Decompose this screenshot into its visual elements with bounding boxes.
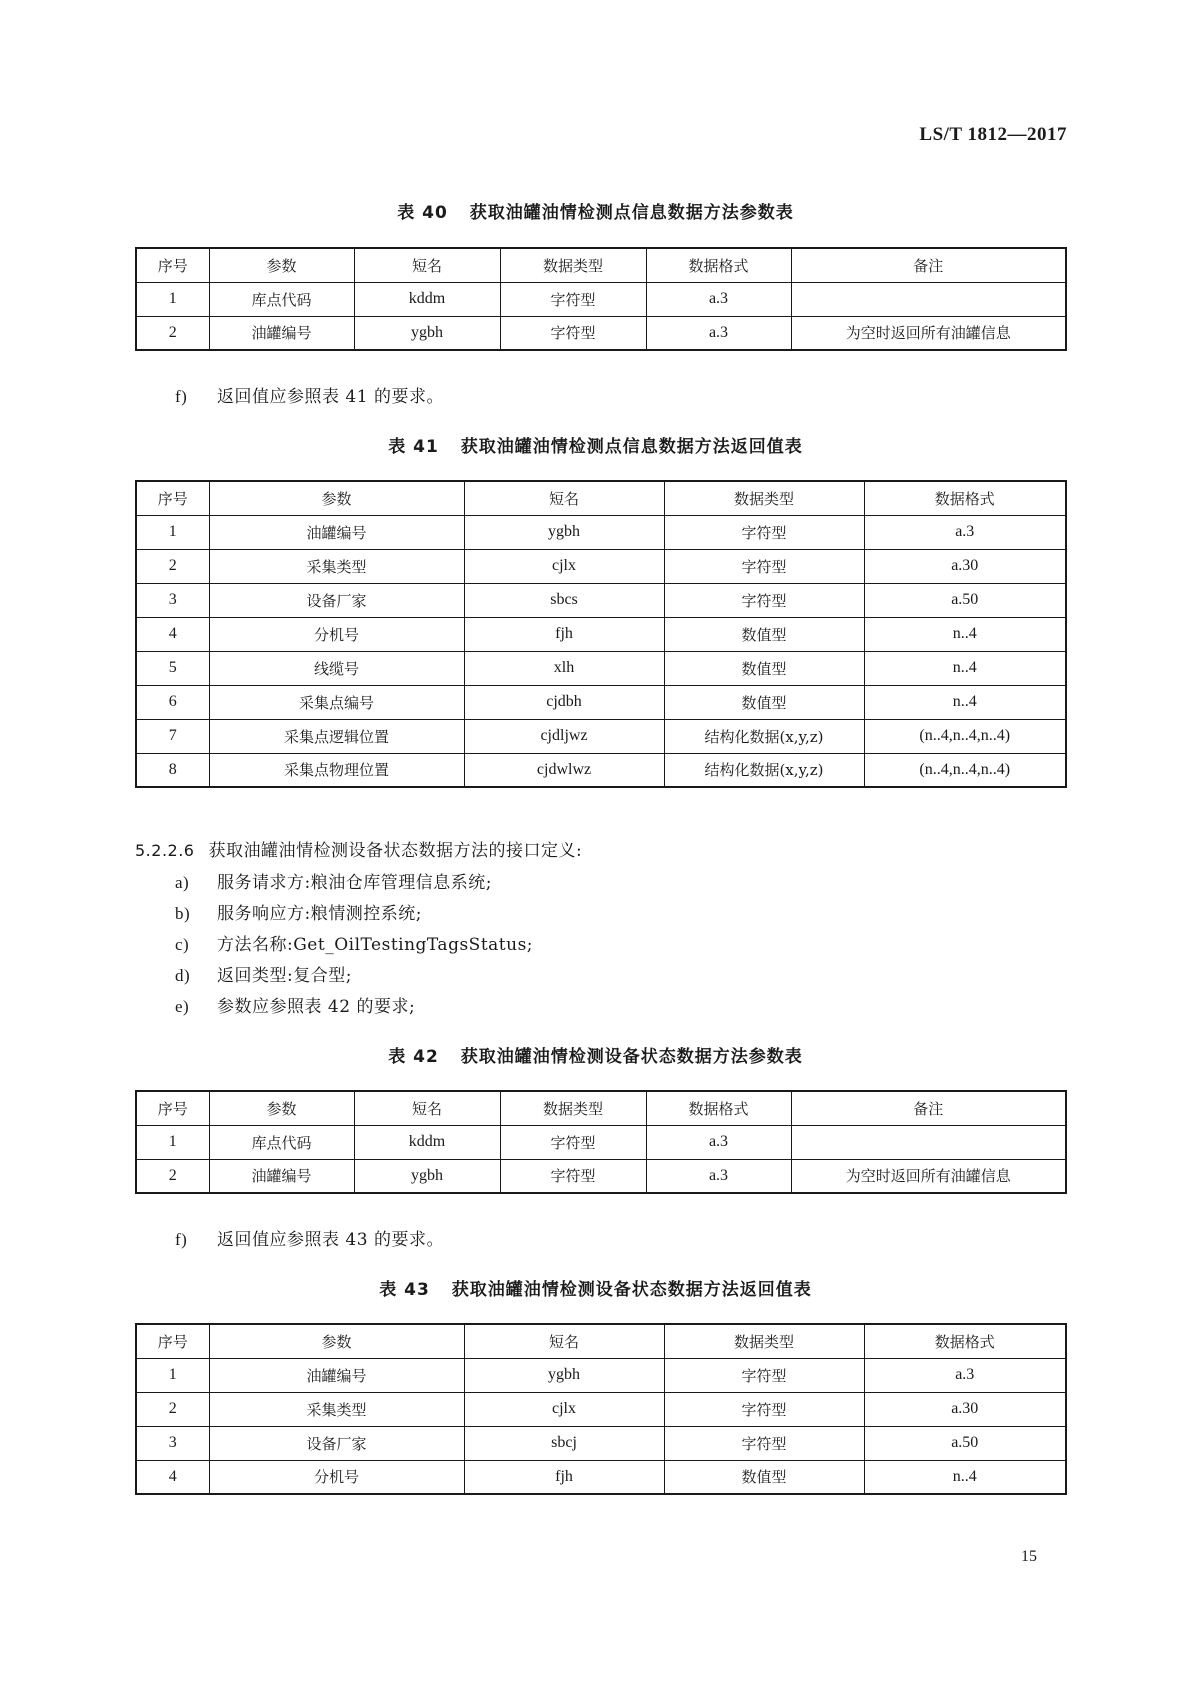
table-row [136,1159,1066,1193]
table-cell: 油罐编号 [209,1358,464,1392]
table-cell: sbcj [464,1426,664,1460]
table-cell: 数值型 [664,1460,864,1494]
table-header-cell: 数据格式 [864,481,1066,515]
table-40-title [0,198,1191,223]
table-header-cell: 数据类型 [500,248,646,282]
table-cell: 油罐编号 [209,316,354,350]
table-cell: 8 [136,753,209,787]
table-cell: kddm [354,282,500,316]
table-cell: a.30 [864,549,1066,583]
table-cell: 采集类型 [209,549,464,583]
table-cell: 2 [136,316,209,350]
table-header-cell: 序号 [136,1091,209,1125]
table-header-cell: 参数 [209,1091,354,1125]
item-f-return-41 [175,382,444,407]
table-42 [135,1090,1067,1194]
item-text: 返回值应参照表 41 的要求。 [217,387,444,407]
table-cell: 设备厂家 [209,1426,464,1460]
table-42-title [0,1042,1191,1067]
table-cell [791,282,1066,316]
table-cell: 字符型 [664,583,864,617]
table-cell: a.50 [864,583,1066,617]
table-cell: xlh [464,651,664,685]
table-cell: 为空时返回所有油罐信息 [791,316,1066,350]
table-cell: 库点代码 [209,1125,354,1159]
table-cell: 设备厂家 [209,583,464,617]
table-cell: cjdljwz [464,719,664,753]
table-row [136,1358,1066,1392]
table-cell: 字符型 [500,1125,646,1159]
table-40 [135,247,1067,351]
table-41-number: 表 41 [388,437,439,457]
table-row [136,549,1066,583]
table-header-row [136,1091,1066,1125]
table-41-body [136,481,1066,787]
table-cell: cjlx [464,549,664,583]
table-43 [135,1323,1067,1495]
page-number: 15 [1021,1548,1037,1565]
table-header-cell: 数据类型 [664,481,864,515]
item-text: 服务请求方:粮油仓库管理信息系统; [217,873,492,893]
table-cell: ygbh [354,316,500,350]
table-43-title [0,1275,1191,1300]
table-cell: 库点代码 [209,282,354,316]
table-cell: (n..4,n..4,n..4) [864,719,1066,753]
item-text: 返回类型:复合型; [217,966,352,986]
table-cell: a.3 [646,1159,791,1193]
table-row [136,719,1066,753]
table-cell: 1 [136,515,209,549]
item-text: 参数应参照表 42 的要求; [217,997,416,1017]
table-cell: ygbh [464,515,664,549]
table-cell: n..4 [864,1460,1066,1494]
table-cell: 字符型 [500,1159,646,1193]
table-42-number: 表 42 [388,1047,439,1067]
table-header-cell: 数据格式 [864,1324,1066,1358]
item-marker: f) [175,387,188,406]
table-40-caption: 获取油罐油情检测点信息数据方法参数表 [469,203,794,223]
table-cell: 6 [136,685,209,719]
table-cell: 分机号 [209,1460,464,1494]
table-43-number: 表 43 [379,1280,430,1300]
table-row [136,515,1066,549]
table-cell: 采集点编号 [209,685,464,719]
table-header-cell: 参数 [209,248,354,282]
clause-text: 获取油罐油情检测设备状态数据方法的接口定义: [208,841,583,861]
table-43-caption: 获取油罐油情检测设备状态数据方法返回值表 [451,1280,812,1300]
table-cell: a.3 [646,1125,791,1159]
item-marker: b) [175,904,191,923]
table-cell: 为空时返回所有油罐信息 [791,1159,1066,1193]
table-cell: fjh [464,617,664,651]
table-row [136,282,1066,316]
table-header-cell: 序号 [136,248,209,282]
table-row [136,651,1066,685]
table-cell [791,1125,1066,1159]
clause-5-2-2-6 [135,836,582,861]
table-row [136,617,1066,651]
table-cell: 采集点逻辑位置 [209,719,464,753]
table-cell: a.3 [864,1358,1066,1392]
table-row [136,1125,1066,1159]
table-cell: a.50 [864,1426,1066,1460]
table-header-cell: 数据类型 [500,1091,646,1125]
table-cell: 4 [136,1460,209,1494]
table-header-cell: 序号 [136,481,209,515]
table-cell: 5 [136,651,209,685]
table-cell: 1 [136,282,209,316]
clause-item [175,961,352,986]
table-cell: 油罐编号 [209,1159,354,1193]
table-cell: ygbh [354,1159,500,1193]
table-row [136,1426,1066,1460]
table-cell: a.30 [864,1392,1066,1426]
table-header-cell: 短名 [354,248,500,282]
table-cell: 3 [136,583,209,617]
table-cell: ygbh [464,1358,664,1392]
table-cell: 字符型 [500,316,646,350]
item-marker: e) [175,997,190,1016]
clause-number: 5.2.2.6 [135,841,195,860]
table-cell: n..4 [864,685,1066,719]
table-cell: 2 [136,549,209,583]
table-cell: n..4 [864,617,1066,651]
item-text: 服务响应方:粮情测控系统; [217,904,422,924]
table-42-body [136,1091,1066,1193]
table-row [136,685,1066,719]
table-cell: a.3 [646,316,791,350]
table-header-cell: 数据类型 [664,1324,864,1358]
table-cell: 字符型 [664,549,864,583]
item-f-return-43 [175,1225,444,1250]
table-cell: 采集类型 [209,1392,464,1426]
table-header-cell: 数据格式 [646,1091,791,1125]
table-row [136,1460,1066,1494]
table-header-cell: 参数 [209,481,464,515]
item-text: 返回值应参照表 43 的要求。 [217,1230,444,1250]
table-cell: (n..4,n..4,n..4) [864,753,1066,787]
table-cell: 分机号 [209,617,464,651]
table-43-body [136,1324,1066,1494]
table-row [136,753,1066,787]
item-marker: d) [175,966,191,985]
table-header-cell: 参数 [209,1324,464,1358]
table-cell: 2 [136,1159,209,1193]
table-cell: 7 [136,719,209,753]
table-41-title [0,432,1191,457]
table-cell: 数值型 [664,617,864,651]
table-cell: a.3 [864,515,1066,549]
table-row [136,316,1066,350]
table-cell: sbcs [464,583,664,617]
standard-number: LS/T 1812—2017 [919,124,1067,145]
clause-item [175,992,415,1017]
table-cell: a.3 [646,282,791,316]
table-cell: 1 [136,1125,209,1159]
table-cell: 油罐编号 [209,515,464,549]
table-row [136,1392,1066,1426]
table-cell: 结构化数据(x,y,z) [664,753,864,787]
table-row [136,583,1066,617]
table-42-caption: 获取油罐油情检测设备状态数据方法参数表 [460,1047,803,1067]
table-cell: 1 [136,1358,209,1392]
table-header-cell: 数据格式 [646,248,791,282]
table-header-cell: 短名 [464,1324,664,1358]
table-cell: 结构化数据(x,y,z) [664,719,864,753]
table-cell: fjh [464,1460,664,1494]
clause-item [175,930,533,955]
table-cell: 字符型 [500,282,646,316]
table-41-caption: 获取油罐油情检测点信息数据方法返回值表 [460,437,803,457]
table-header-cell: 短名 [354,1091,500,1125]
table-cell: n..4 [864,651,1066,685]
table-cell: 采集点物理位置 [209,753,464,787]
clause-item [175,868,492,893]
table-header-cell: 备注 [791,1091,1066,1125]
table-cell: cjlx [464,1392,664,1426]
table-cell: 字符型 [664,1392,864,1426]
item-marker: c) [175,935,190,954]
table-cell: 3 [136,1426,209,1460]
table-cell: cjdwlwz [464,753,664,787]
table-41 [135,480,1067,788]
table-cell: 字符型 [664,1358,864,1392]
table-cell: kddm [354,1125,500,1159]
table-cell: cjdbh [464,685,664,719]
table-cell: 数值型 [664,685,864,719]
table-cell: 2 [136,1392,209,1426]
table-header-cell: 短名 [464,481,664,515]
item-marker: a) [175,873,190,892]
clause-item [175,899,422,924]
table-cell: 4 [136,617,209,651]
table-40-number: 表 40 [397,203,448,223]
table-cell: 字符型 [664,515,864,549]
item-marker: f) [175,1230,188,1249]
table-header-cell: 序号 [136,1324,209,1358]
table-header-row [136,481,1066,515]
item-text: 方法名称:Get_OilTestingTagsStatus; [217,935,534,955]
table-40-body [136,248,1066,350]
table-cell: 字符型 [664,1426,864,1460]
table-cell: 数值型 [664,651,864,685]
table-header-row [136,248,1066,282]
table-header-cell: 备注 [791,248,1066,282]
table-header-row [136,1324,1066,1358]
table-cell: 线缆号 [209,651,464,685]
